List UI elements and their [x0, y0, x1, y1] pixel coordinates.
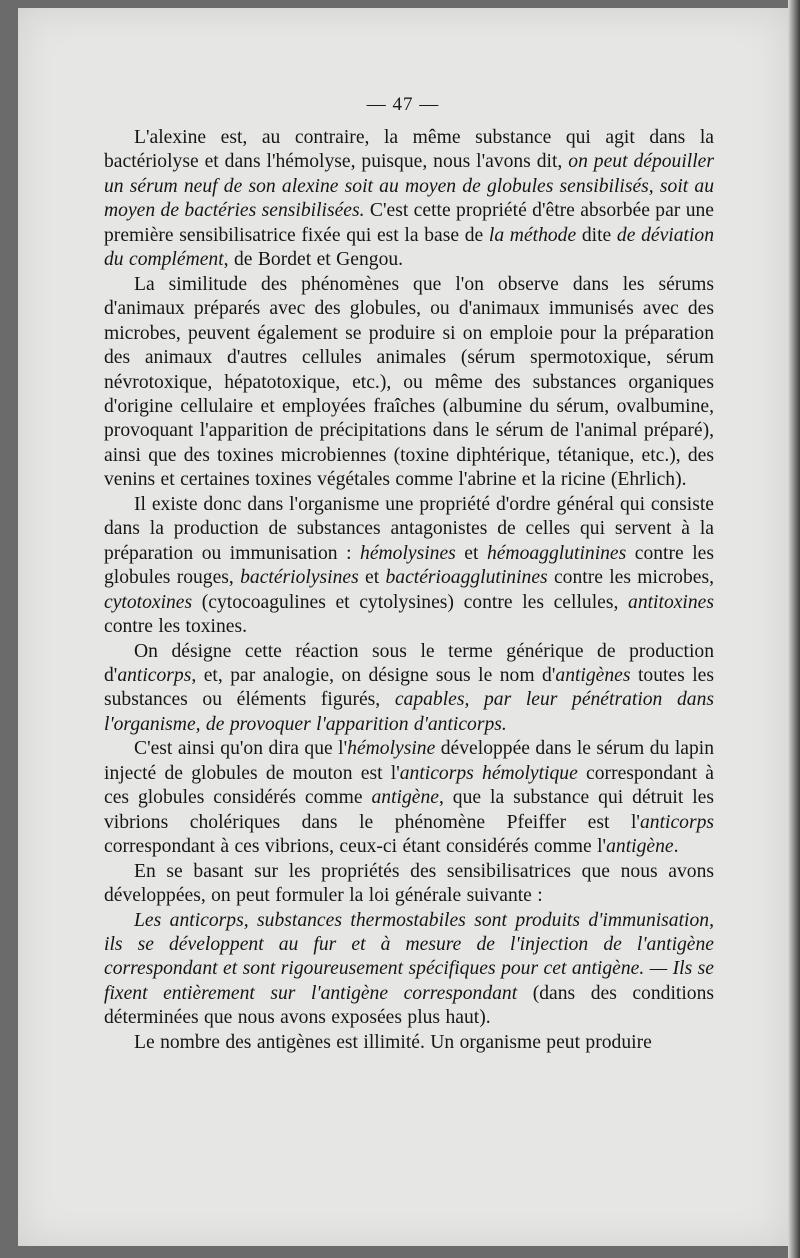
text-run: correspondant à ces globules considérés comme — [104, 762, 714, 809]
text-run: (dans des conditions déterminées que nous avons exposées plus haut). — [104, 982, 714, 1029]
italic-run: cytotoxines — [104, 591, 193, 613]
italic-run: hémoagglutinines — [486, 542, 627, 564]
paragraph-alexine — [104, 126, 714, 273]
paragraph-anticorps-definition — [104, 640, 714, 738]
italic-run: Les anticorps, substances thermostabiles sont produits d'immunisation, ils se développent au fur et à mesure de l'injection de l'antigène correspondant et sont rigoureusement spécifiques pour cet antigène. — Ils se fixent entièrement sur l'antigène correspondant — [104, 909, 714, 1004]
italic-run: capables, par leur pénétration dans l'organisme, de provoquer l'apparition d'anticorps. — [104, 689, 714, 735]
italic-run: de déviation du complément — [104, 224, 714, 271]
italic-run: la méthode — [488, 224, 577, 246]
page-edge-shadow — [788, 0, 800, 1258]
text-run: dite — [576, 224, 617, 246]
text-run: Il existe donc dans l'organisme une propriété d'ordre général qui consiste dans la production de substances antagonistes de celles qui servent à la préparation ou immunisation : — [104, 493, 714, 564]
text-run: Le nombre des antigènes est illimité. Un organisme peut produire — [134, 1031, 652, 1053]
text-run: toutes les substances ou éléments figurés, — [104, 664, 714, 711]
text-run: (cytocoagulines et cytolysines) contre les cellules, — [192, 591, 629, 613]
paragraph-exemples — [104, 737, 714, 859]
text-run: correspondant à ces vibrions, ceux-ci étant considérés comme l' — [104, 836, 607, 858]
text-run: L'alexine est, au contraire, la même substance qui agit dans la bactériolyse et dans l'hémolyse, puisque, nous l'avons dit, — [104, 127, 714, 173]
italic-run: antigènes — [555, 664, 631, 686]
text-run: et — [358, 567, 386, 589]
body-text — [104, 126, 714, 1055]
text-run: contre les toxines. — [104, 616, 248, 638]
paragraph-propriete-generale — [104, 493, 714, 640]
italic-run: bactérioagglutinines — [385, 567, 548, 589]
text-run: contre les globules rouges, — [104, 542, 714, 589]
text-run: On désigne cette réaction sous le terme générique de production d' — [104, 640, 714, 686]
text-run: contre les microbes, — [547, 567, 714, 589]
paragraph-similitude — [104, 273, 714, 493]
text-run: développée dans le sérum du lapin injecté de globules de mouton est l' — [104, 738, 714, 784]
text-run: La similitude des phénomènes que l'on observe dans les sérums d'animaux préparés avec des globules, ou d'animaux immunisés avec des microbes, peuvent également se produire si on emploie pour la préparation des animaux d'autres cellules animales (sérum spermotoxique, sérum névrotoxique, hépatotoxique, etc.), ou même des substances organiques d'origine cellulaire et employées fraîches (albumine du sérum, ovalbumine, provoquant l'apparition de précipitations dans le sérum de l'animal préparé), ainsi que des toxines microbiennes (toxine diphtérique, tétanique, etc.), des venins et certaines toxines végétales comme l'abrine et la ricine (Ehrlich). — [104, 273, 714, 491]
text-run: , et, par analogie, on désigne sous le nom d' — [191, 664, 556, 686]
italic-run: bactériolysines — [240, 567, 359, 589]
text-run: , que la substance qui détruit les vibrions cholériques dans le phénomène Pfeiffer est l' — [104, 787, 714, 833]
italic-run: antigène — [371, 787, 439, 809]
italic-run: on peut dépouiller un sérum neuf de son alexine soit au moyen de globules sensibilisés, soit au moyen de bactéries sensibilisées. — [104, 151, 714, 222]
italic-run: anticorps — [117, 664, 192, 686]
italic-run: anticorps hémolytique — [399, 762, 578, 784]
italic-run: antigène — [606, 836, 674, 858]
italic-run: antitoxines — [628, 591, 714, 613]
italic-run: hémolysine — [347, 738, 436, 760]
paragraph-loi-intro — [104, 860, 714, 909]
text-run: et — [455, 542, 487, 564]
paragraph-antigenes-nombre — [104, 1031, 714, 1055]
text-run: , de Bordet et Gengou. — [223, 249, 404, 271]
italic-run: hémolysines — [360, 542, 456, 564]
text-run: En se basant sur les propriétés des sensibilisatrices que nous avons développées, on peut formuler la loi générale suivante : — [104, 860, 714, 907]
book-page — [18, 8, 788, 1246]
paragraph-loi-generale — [104, 909, 714, 1031]
text-run: . — [673, 836, 679, 858]
page-number: — 47 — — [366, 94, 440, 115]
italic-run: anticorps — [639, 811, 714, 833]
text-run: C'est cette propriété d'être absorbée par une première sensibilisatrice fixée qui est la base de — [104, 200, 714, 246]
text-run: C'est ainsi qu'on dira que l' — [134, 738, 348, 760]
